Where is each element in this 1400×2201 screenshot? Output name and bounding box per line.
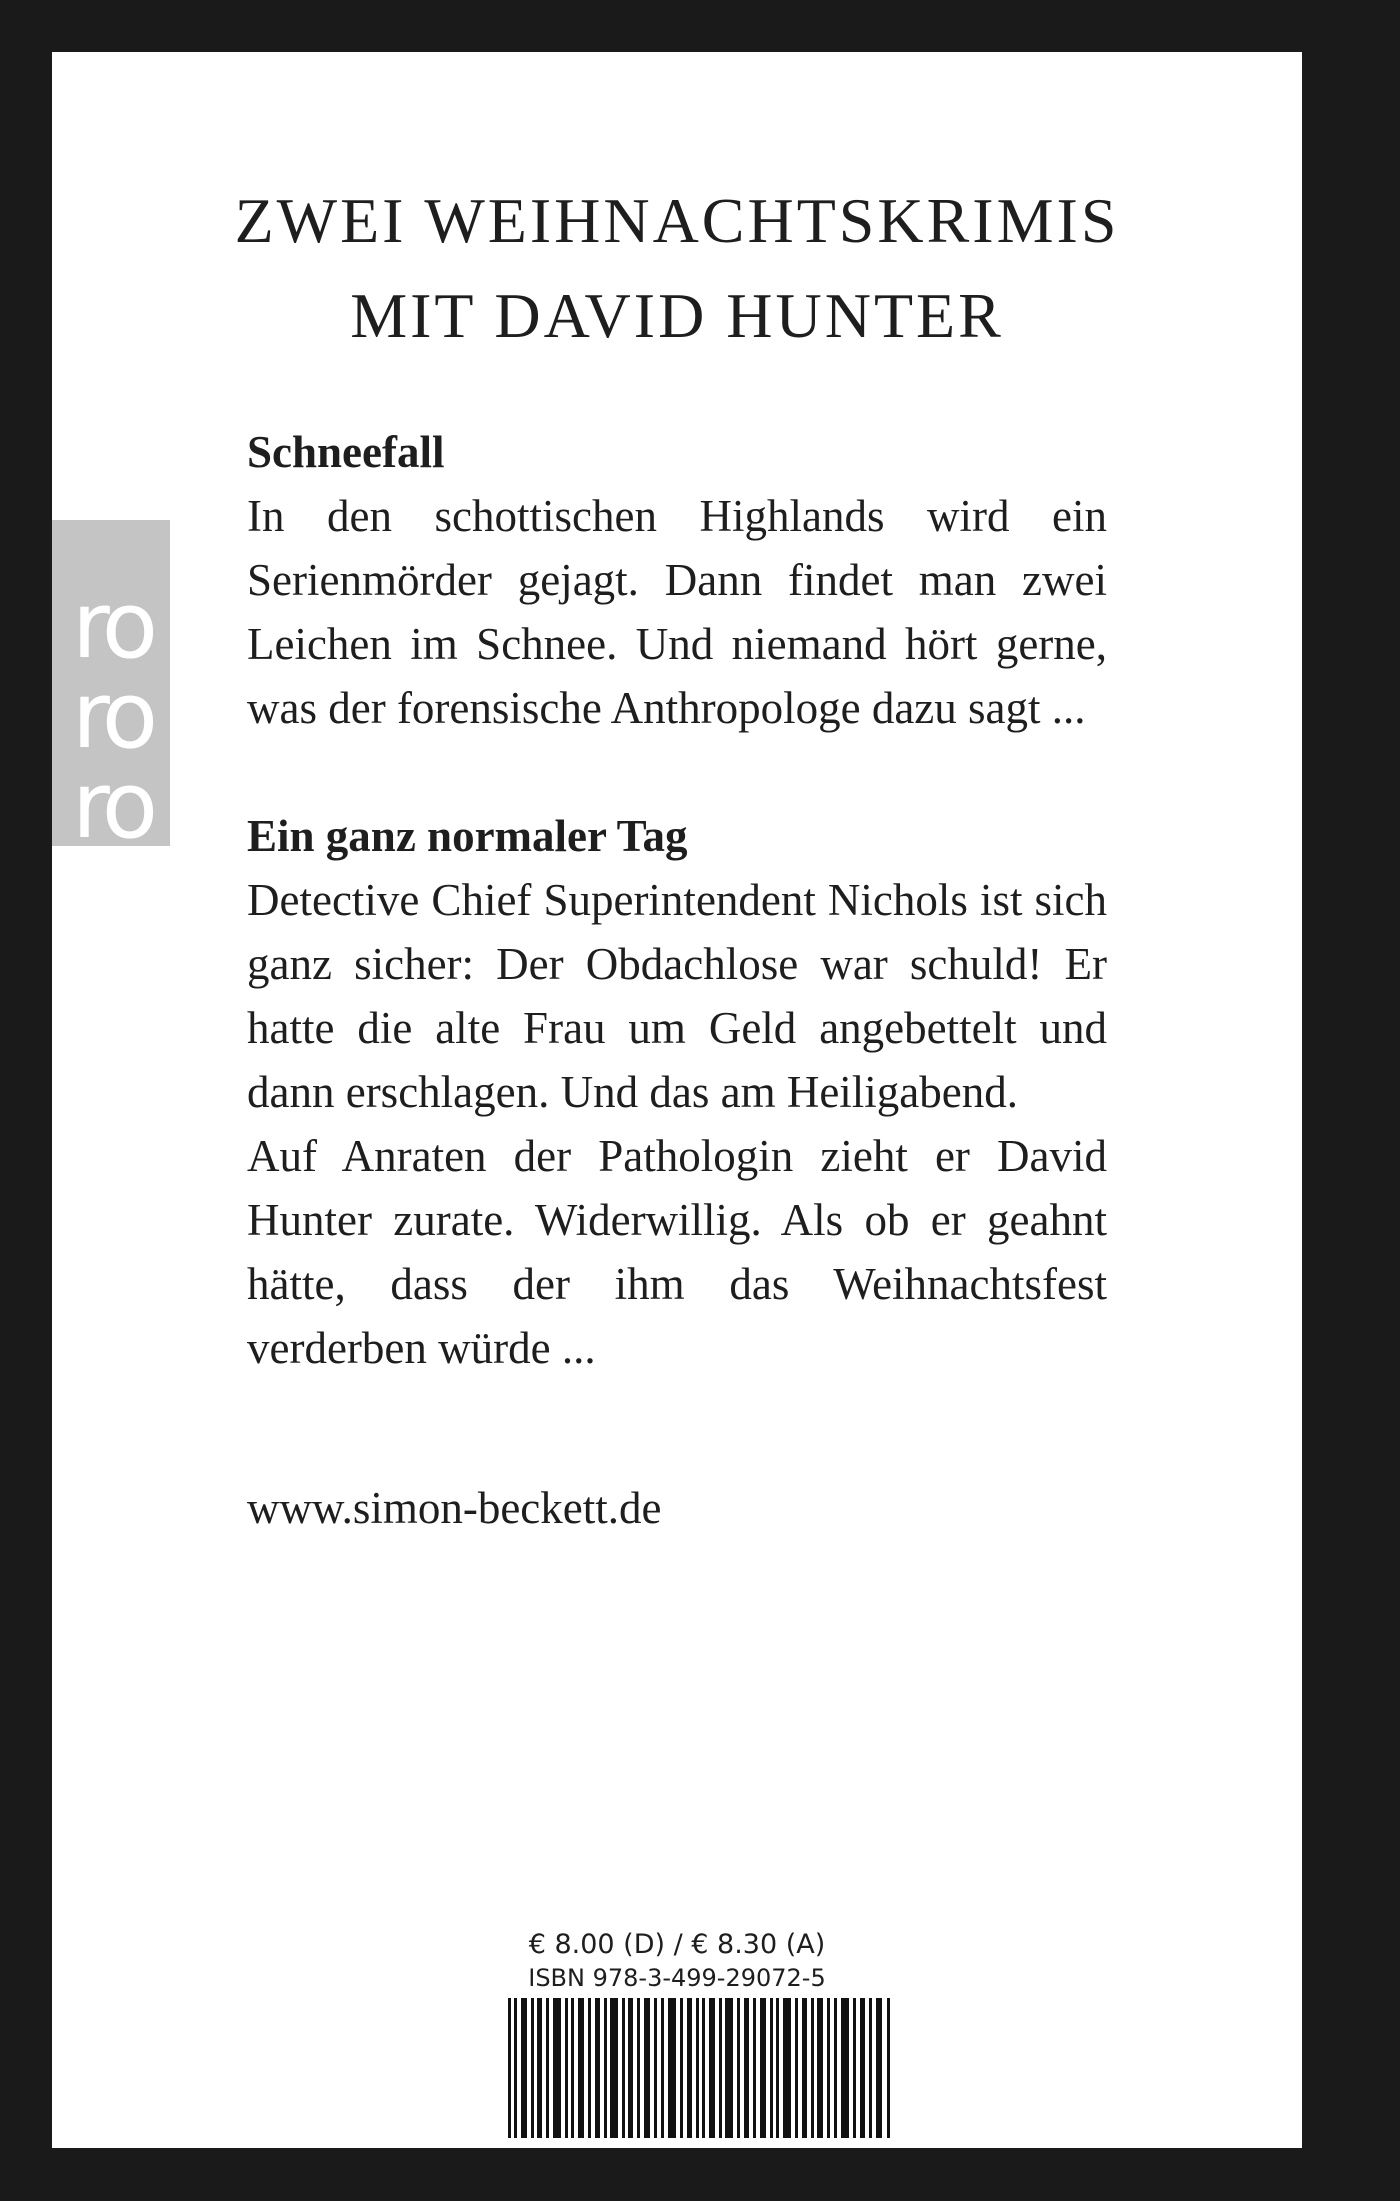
book-back-cover (52, 52, 1302, 2148)
cover-heading-line2: MIT DAVID HUNTER (350, 280, 1004, 351)
cover-heading-line1: ZWEI WEIHNACHTSKRIMIS (234, 185, 1120, 256)
section2-text-2: Auf Anraten der Pathologin zieht er David Hunter zurate. Widerwillig. Als ob er geahnt hätte, dass der ihm das Weihnachtsfest verderben würde ... (247, 1131, 1107, 1373)
price-label: € 8.00 (D) / € 8.30 (A) (528, 1929, 826, 1960)
spacer (247, 740, 1107, 804)
logo-text-line1: ro (72, 572, 153, 679)
barcode-graphic (504, 1998, 896, 2138)
website-link: www.simon-beckett.de (247, 1483, 662, 1533)
logo-text-line3: ro (72, 752, 153, 846)
section2-text-1: Detective Chief Superintendent Nichols ist sich ganz sicher: Der Obdachlose war schuld! Er hatte die alte Frau um Geld angebettelt und dann erschlagen. Und das am Heiligabend. (247, 875, 1107, 1117)
blurb-content (247, 420, 1107, 1540)
rororo-logo (52, 520, 170, 846)
section2-title: Ein ganz normaler Tag (247, 811, 688, 861)
logo-text-line2: ro (72, 662, 153, 769)
section1-text: In den schottischen Highlands wird ein Serienmörder gejagt. Dann findet man zwei Leichen im Schnee. Und niemand hört gerne, was der forensische Anthropologe dazu sagt ... (247, 491, 1107, 733)
section1-title: Schneefall (247, 427, 445, 477)
isbn-label: ISBN 978-3-499-29072-5 (528, 1964, 826, 1992)
spacer (247, 1380, 1107, 1476)
